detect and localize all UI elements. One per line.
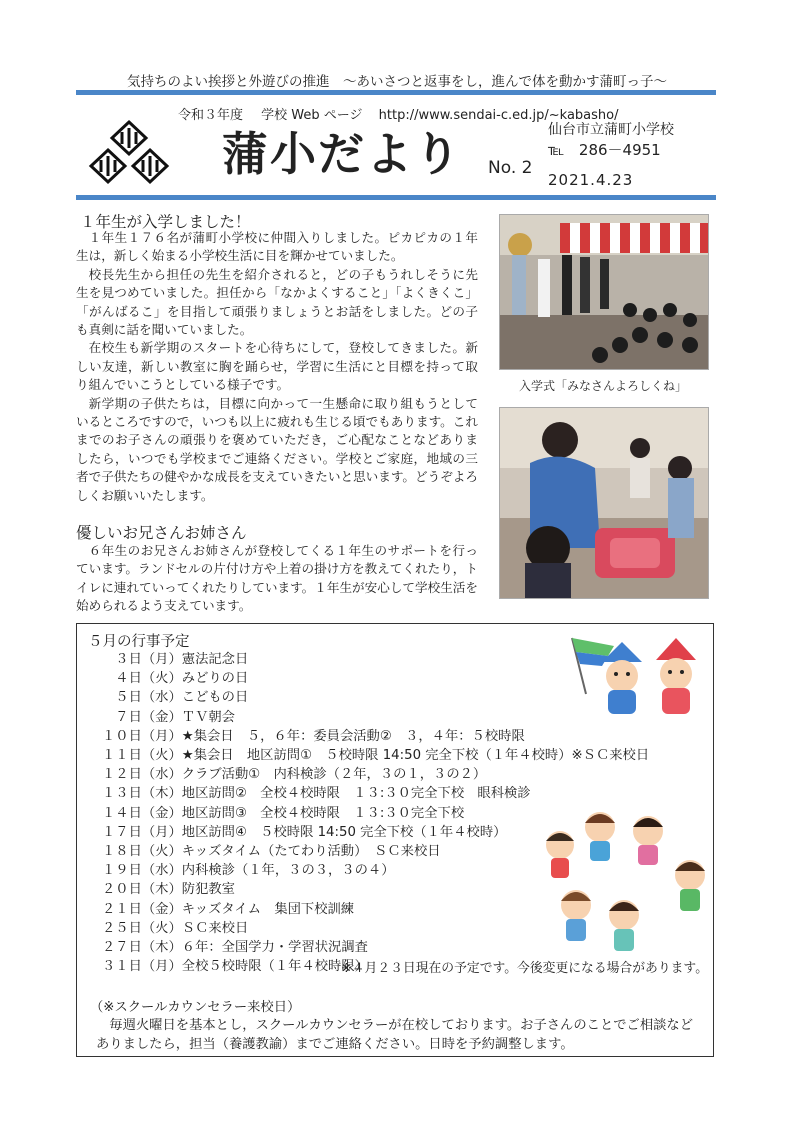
article2-paragraph: ６年生のお兄さんお姉さんが登校してくる１年生のサポートを行っています。ランドセルの片付け方や上着の掛け方を教えてくれたり，トイレに連れていってくれたりしています。１年生が安心して学校生活を始められるよう支えています。 bbox=[76, 543, 478, 614]
event-item: １９日（水）内科検診（１年，３の３，３の４） bbox=[102, 863, 395, 879]
web-label: 学校 Web ページ bbox=[261, 108, 363, 123]
entrance-ceremony-photo bbox=[499, 214, 709, 370]
newsletter-title: 蒲小だより bbox=[222, 127, 462, 181]
event-item: ３日（月）憲法記念日 bbox=[102, 652, 249, 667]
tel-number: 286－4951 bbox=[578, 141, 661, 160]
school-phone bbox=[548, 140, 674, 162]
older-students-helping-photo bbox=[499, 407, 709, 599]
schedule-note: ※４月２３日現在の予定です。今後変更になる場合があります。 bbox=[341, 961, 708, 976]
header-blue-bar bbox=[76, 195, 716, 200]
event-item: １３日（木）地区訪問② 全校４校時限 １３:３０完全下校 眼科検診 bbox=[102, 786, 531, 802]
event-item: １４日（金）地区訪問③ 全校４校時限 １３:３０完全下校 bbox=[102, 805, 465, 821]
article1-body bbox=[76, 229, 478, 505]
article1-paragraph: 新学期の子供たちは，目標に向かって一生懸命に取り組もうとしているところですので，いつも以上に疲れも生じる頃でもあります。これまでのお子さんの頑張りを褒めていただき，ご心配なことなどありましたら，いつでも学校までご連絡ください。学校とご家庭，地域の三者で子供たちの健やかな成長を支えていきたいと思います。どうぞよろしくお願いいたします。 bbox=[76, 395, 478, 503]
article2-heading: 優しいお兄さんお姉さん bbox=[76, 524, 247, 542]
school-url[interactable]: http://www.sendai-c.ed.jp/~kabasho/ bbox=[378, 108, 619, 123]
event-item: ７日（金）ＴＶ朝会 bbox=[102, 709, 235, 725]
photo-caption: 入学式「みなさんよろしくね」 bbox=[518, 379, 687, 393]
event-item: ４日（火）みどりの日 bbox=[102, 671, 249, 687]
school-info bbox=[548, 120, 674, 192]
event-item: １２日（水）クラブ活動① 内科検診（２年，３の１，３の２） bbox=[102, 767, 487, 783]
article1-paragraph: 校長先生から担任の先生を紹介されると，どの子もうれしそうに先生を見つめていました。担任から「なかよくすること」「よくきくこ」「がんばるこ」を目指して頑張りましょうとお話をしました。どの子も真剣に話を聞いていました。 bbox=[76, 266, 478, 338]
event-item: １８日（火）キッズタイム（たてわり活動） ＳＣ来校日 bbox=[102, 844, 441, 860]
motto: 気持ちのよい挨拶と外遊びの推進 ～あいさつと返事をし，進んで体を動かす蒲町っ子～ bbox=[127, 74, 667, 90]
event-item: ２０日（木）防犯教室 bbox=[102, 882, 235, 898]
school-emblem bbox=[86, 118, 172, 190]
event-item: １１日（火）★集会日 地区訪問① ５校時限 14:50 完全下校（１年４校時）※ＳＣ来校日 bbox=[102, 748, 650, 764]
event-item: ２７日（木）６年：全国学力・学習状況調査 bbox=[102, 940, 368, 956]
tel-label: ℡ bbox=[548, 141, 565, 160]
event-item: １０日（月）★集会日 ５，６年：委員会活動② ３，４年：５校時限 bbox=[102, 728, 525, 744]
school-counselor-text: 毎週火曜日を基本とし，スクールカウンセラーが在校しております。お子さんのことでご相談などありましたら，担当（養護教諭）までご連絡ください。日時を予約調整します。 bbox=[96, 1018, 694, 1052]
article1-paragraph: 在校生も新学期のスタートを心待ちにして，登校してきました。新しい友達，新しい教室に胸を踊らせ，学習に生活にと目標を持って取り組んでいこうとしている様子です。 bbox=[76, 340, 478, 393]
article1-paragraph: １年生１７６名が蒲町小学校に仲間入りしました。ピカピカの１年生は，新しく始まる小学校生活に目を輝かせていました。 bbox=[76, 230, 478, 264]
event-item: １７日（月）地区訪問④ ５校時限 14:50 完全下校（１年４校時） bbox=[102, 824, 507, 840]
schedule-title: ５月の行事予定 bbox=[88, 634, 190, 650]
issue-number: No. 2 bbox=[488, 158, 533, 178]
article2-body bbox=[76, 542, 478, 616]
event-item: ２１日（金）キッズタイム 集団下校訓練 bbox=[102, 901, 355, 917]
top-blue-bar bbox=[76, 90, 716, 95]
school-name: 仙台市立蒲町小学校 bbox=[548, 122, 674, 138]
school-counselor-heading: （※スクールカウンセラー来校日） bbox=[90, 1000, 301, 1015]
article1-heading: １年生が入学しました！ bbox=[80, 213, 251, 231]
event-item: ２５日（火）ＳＣ来校日 bbox=[102, 920, 249, 936]
kids-group-illustration-icon bbox=[540, 805, 712, 955]
school-year: 令和３年度 bbox=[178, 108, 244, 123]
issue-date: 2021.4.23 bbox=[548, 171, 634, 190]
event-item: ５日（水）こどもの日 bbox=[102, 690, 249, 706]
event-item: ３１日（月）全校５校時限（１年４校時限） bbox=[102, 959, 368, 975]
